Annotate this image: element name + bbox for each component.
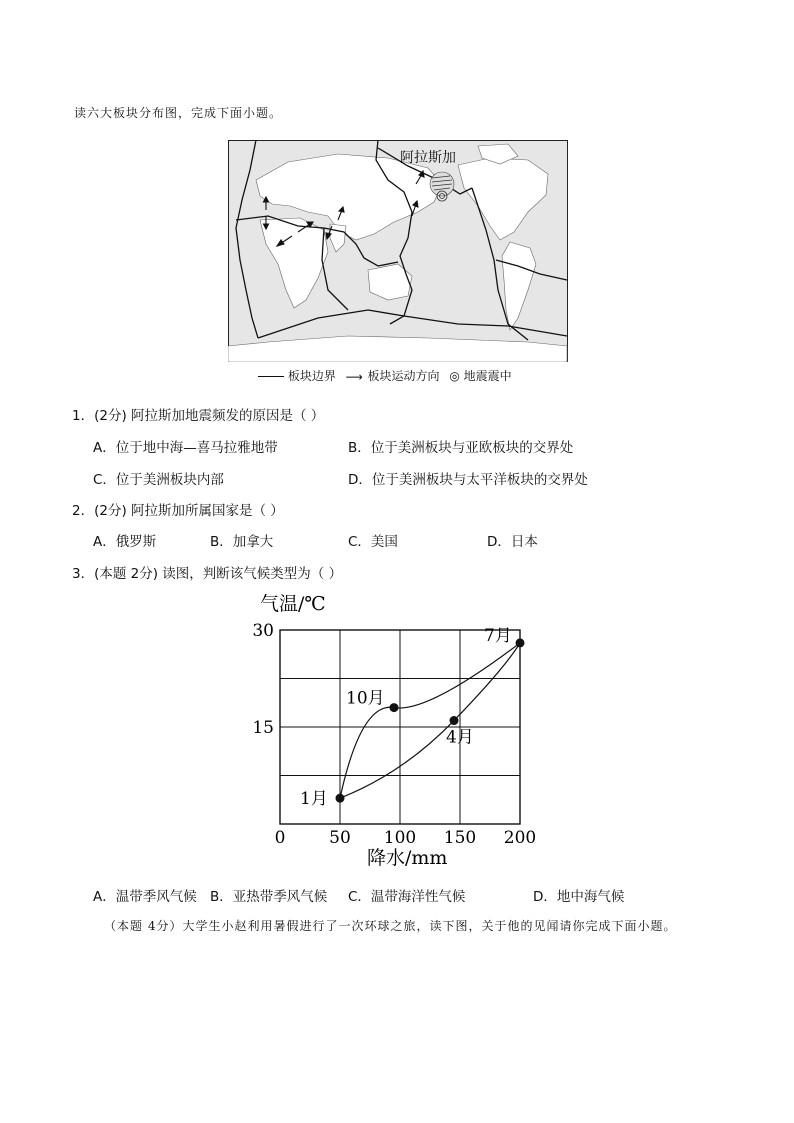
data-point <box>336 794 345 803</box>
question-3-option-a[interactable]: A．温带季风气候 <box>93 889 197 905</box>
epicenter-icon: ◎ <box>449 369 460 383</box>
question-3-option-b[interactable]: B．亚热带季风气候 <box>210 889 328 905</box>
arrow-icon: ⟶ <box>345 369 363 384</box>
alaska-label: 阿拉斯加 <box>400 150 456 166</box>
data-point <box>450 716 459 725</box>
intro-text-2: （本题 4分）大学生小赵利用暑假进行了一次环球之旅，读下图，关于他的见闻请你完成下面小题。 <box>104 919 677 933</box>
question-3-option-d[interactable]: D．地中海气候 <box>533 889 625 905</box>
legend-epicenter: 地震震中 <box>463 369 512 383</box>
data-label: 7月 <box>484 625 512 646</box>
question-1-option-c[interactable]: C．位于美洲板块内部 <box>93 472 224 488</box>
data-label: 10月 <box>346 688 385 709</box>
plate-map <box>228 140 568 362</box>
question-2-option-d[interactable]: D．日本 <box>487 534 538 550</box>
data-point <box>390 703 399 712</box>
question-1-stem: 1．(2分) 阿拉斯加地震频发的原因是（ ） <box>72 408 325 424</box>
y-axis-label: 气温/℃ <box>260 593 326 615</box>
x-tick-label: 0 <box>274 828 286 848</box>
curve-jan-oct-jul <box>340 643 520 798</box>
data-point <box>516 638 525 647</box>
x-tick-label: 200 <box>503 828 537 848</box>
question-1-option-b[interactable]: B．位于美洲板块与亚欧板块的交界处 <box>348 440 574 456</box>
question-2-option-a[interactable]: A．俄罗斯 <box>93 534 157 550</box>
question-2-option-c[interactable]: C．美国 <box>348 534 398 550</box>
y-tick-label: 15 <box>252 718 274 738</box>
question-3-option-c[interactable]: C．温带海洋性气候 <box>348 889 466 905</box>
x-axis-label: 降水/mm <box>367 847 448 869</box>
x-tick-label: 100 <box>383 828 417 848</box>
legend-boundary: 板块边界 <box>287 369 336 383</box>
climate-chart <box>240 590 540 870</box>
question-1-option-a[interactable]: A．位于地中海—喜马拉雅地带 <box>93 440 278 456</box>
question-2-stem: 2．(2分) 阿拉斯加所属国家是（ ） <box>72 503 284 519</box>
question-2-option-b[interactable]: B．加拿大 <box>210 534 274 550</box>
intro-text: 读六大板块分布图，完成下面小题。 <box>74 106 283 120</box>
data-label: 4月 <box>446 727 474 748</box>
boundary-line-icon <box>258 376 284 377</box>
x-tick-label: 50 <box>329 828 351 848</box>
curve-jan-apr-jul <box>340 643 520 798</box>
map-legend <box>258 367 512 384</box>
x-tick-label: 150 <box>443 828 477 848</box>
question-1-option-d[interactable]: D．位于美洲板块与太平洋板块的交界处 <box>348 472 588 488</box>
legend-direction: 板块运动方向 <box>367 369 440 383</box>
question-3-stem: 3．(本题 2分) 读图，判断该气候类型为（ ） <box>72 566 343 582</box>
data-label: 1月 <box>300 789 328 810</box>
y-tick-label: 30 <box>252 621 274 641</box>
